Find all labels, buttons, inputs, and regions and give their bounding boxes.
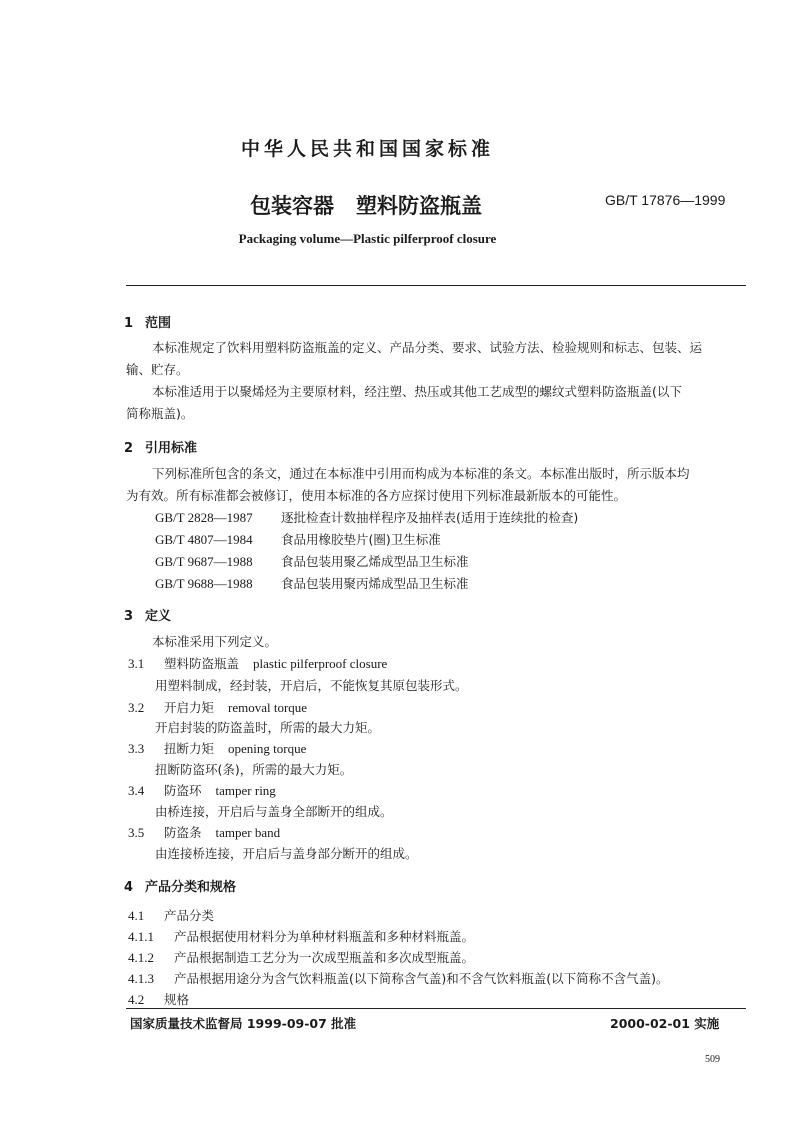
section-1-para-1-line-2: 输、贮存。 <box>126 362 189 377</box>
section-1-para-2-line-2: 简称瓶盖)。 <box>126 406 194 421</box>
page-number: 509 <box>705 1054 720 1065</box>
section-1-para-1-line-1: 本标准规定了饮料用塑料防盗瓶盖的定义、产品分类、要求、试验方法、检验规则和标志、包装、运 <box>152 340 703 355</box>
clause-item: 4.1.3 产品根据用途分为含气饮料瓶盖(以下简称含气盖)和不含气饮料瓶盖(以下简称不含气盖)。 <box>128 971 669 986</box>
reference-item: GB/T 2828—1987 逐批检查计数抽样程序及抽样表(适用于连续批的检查) <box>155 510 579 525</box>
definition-term: 3.4 防盗环 tamper ring <box>128 783 276 798</box>
implementation-date: 2000-02-01 实施 <box>610 1016 720 1031</box>
section-2-para-line-1: 下列标准所包含的条文，通过在本标准中引用而构成为本标准的条文。本标准出版时，所示版本均 <box>152 466 690 481</box>
section-heading: 4 产品分类和规格 <box>124 880 237 895</box>
footer-rule <box>126 1008 746 1009</box>
header-rule <box>126 285 746 286</box>
national-standard-title: 中华人民共和国国家标准 <box>240 138 494 160</box>
document-title-en: Packaging volume—Plastic pilferproof closure <box>238 231 497 246</box>
section-1-para-2-line-1: 本标准适用于以聚烯烃为主要原材料，经注塑、热压或其他工艺成型的螺纹式塑料防盗瓶盖(以下 <box>152 384 682 399</box>
clause-item: 4.2 规格 <box>128 992 190 1007</box>
standard-code: GB/T 17876—1999 <box>605 192 726 208</box>
section-heading: 1 范围 <box>124 316 172 331</box>
definition-desc: 由桥连接，开启后与盖身全部断开的组成。 <box>155 804 393 819</box>
definition-term: 3.2 开启力矩 removal torque <box>128 700 308 715</box>
clause-item: 4.1.2 产品根据制造工艺分为一次成型瓶盖和多次成型瓶盖。 <box>128 950 475 965</box>
clause-item: 4.1.1 产品根据使用材料分为单种材料瓶盖和多种材料瓶盖。 <box>128 929 475 944</box>
approval-date: 国家质量技术监督局 1999-09-07 批准 <box>130 1016 357 1031</box>
definition-term: 3.5 防盗条 tamper band <box>128 825 281 840</box>
reference-item: GB/T 9687—1988 食品包装用聚乙烯成型品卫生标准 <box>155 554 469 569</box>
definition-desc: 扭断防盗环(条)，所需的最大力矩。 <box>155 762 353 777</box>
clause-item: 4.1 产品分类 <box>128 908 215 923</box>
section-heading: 2 引用标准 <box>124 441 198 456</box>
definition-desc: 开启封装的防盗盖时，所需的最大力矩。 <box>155 720 381 735</box>
section-3-intro: 本标准采用下列定义。 <box>152 634 278 649</box>
definition-term: 3.1 塑料防盗瓶盖 plastic pilferproof closure <box>128 656 388 671</box>
document-title-zh <box>250 190 482 220</box>
section-heading: 3 定义 <box>124 609 172 624</box>
reference-item: GB/T 4807—1984 食品用橡胶垫片(圈)卫生标准 <box>155 532 441 547</box>
title-part-2: 塑料防盗瓶盖 <box>356 194 482 218</box>
title-part-1: 包装容器 <box>250 194 334 218</box>
definition-term: 3.3 扭断力矩 opening torque <box>128 741 307 756</box>
reference-item: GB/T 9688—1988 食品包装用聚丙烯成型品卫生标准 <box>155 576 469 591</box>
definition-desc: 用塑料制成，经封装，开启后，不能恢复其原包装形式。 <box>155 678 468 693</box>
definition-desc: 由连接桥连接，开启后与盖身部分断开的组成。 <box>155 846 418 861</box>
section-2-para-line-2: 为有效。所有标准都会被修订，使用本标准的各方应探讨使用下列标准最新版本的可能性。 <box>126 488 627 503</box>
